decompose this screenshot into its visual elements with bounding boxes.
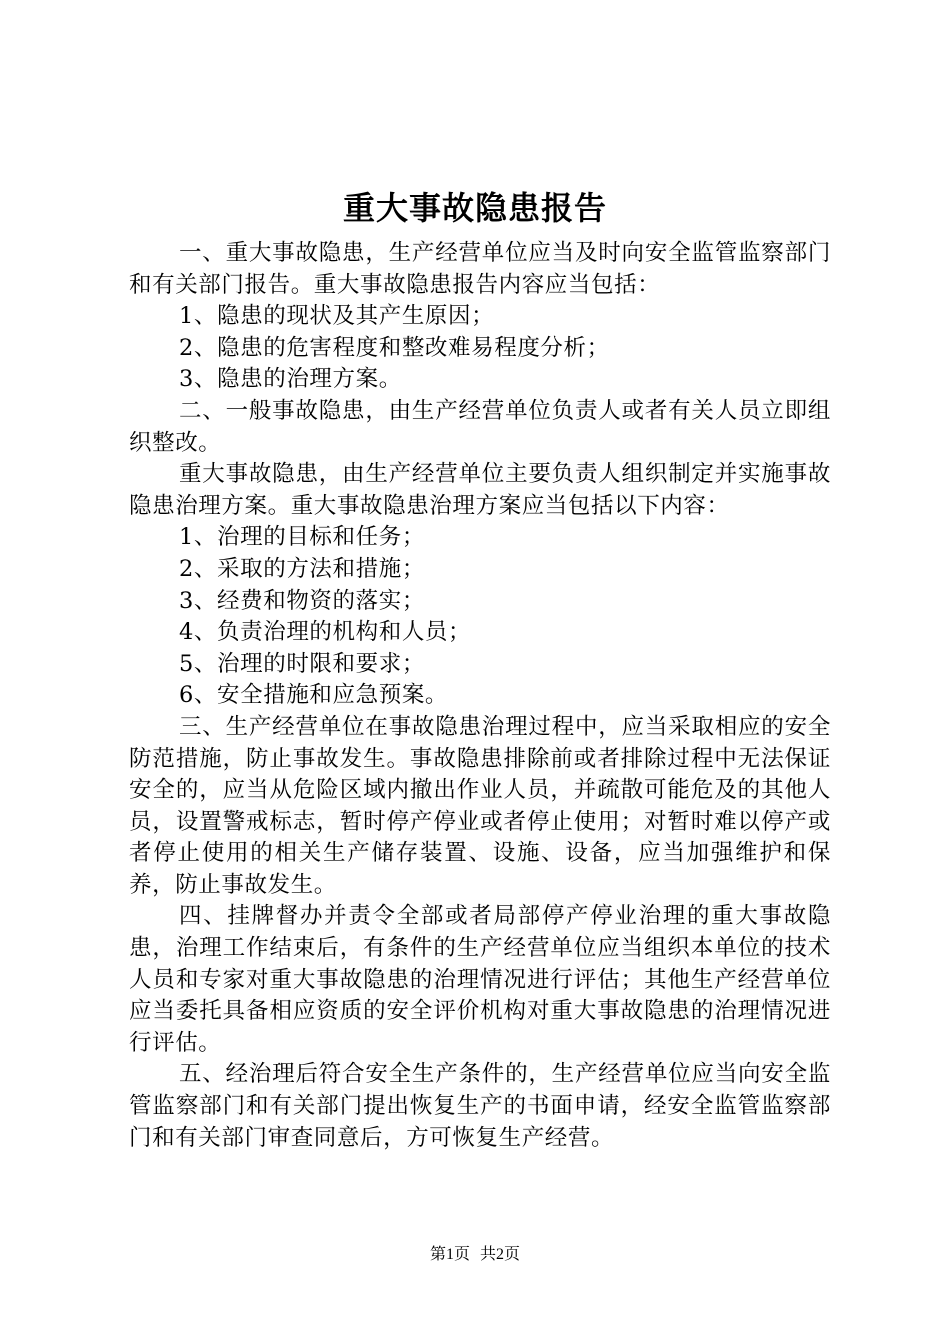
page-number-current: 第1页 — [429, 1246, 470, 1263]
paragraph-11: 5、治理的时限和要求； — [179, 650, 425, 677]
paragraph-12: 6、安全措施和应急预案。 — [179, 682, 449, 709]
page-number-total: 共2页 — [480, 1246, 521, 1263]
paragraph-14: 四、挂牌督办并责令全部或者局部停产停业治理的重大事故隐患，治理工作结束后，有条件的生产经营单位应当组织本单位的技术人员和专家对重大事故隐患的治理情况进行评估；其他生产经营单位应当委托具备相应资质的安全评价机构对重大事故隐患的治理情况进行评估。 — [129, 903, 831, 1056]
document-title: 重大事故隐患报告 — [342, 189, 607, 227]
paragraph-3: 2、隐患的危害程度和整改难易程度分析； — [179, 334, 610, 361]
paragraph-5: 二、一般事故隐患，由生产经营单位负责人或者有关人员立即组织整改。 — [129, 397, 831, 456]
paragraph-2: 1、隐患的现状及其产生原因； — [179, 303, 495, 330]
paragraph-10: 4、负责治理的机构和人员； — [179, 619, 472, 646]
paragraph-7: 1、治理的目标和任务； — [179, 524, 425, 551]
paragraph-13: 三、生产经营单位在事故隐患治理过程中，应当采取相应的安全防范措施，防止事故发生。事故隐患排除前或者排除过程中无法保证安全的，应当从危险区域内撤出作业人员，并疏散可能危及的其他人员，设置警戒标志，暂时停产停业或者停止使用；对暂时难以停产或者停止使用的相关生产储存装置、设施、设备，应当加强维护和保养，防止事故发生。 — [129, 713, 831, 898]
paragraph-6: 重大事故隐患，由生产经营单位主要负责人组织制定并实施事故隐患治理方案。重大事故隐患治理方案应当包括以下内容： — [129, 461, 831, 519]
paragraph-15: 五、经治理后符合安全生产条件的，生产经营单位应当向安全监管监察部门和有关部门提出恢复生产的书面申请，经安全监管监察部门和有关部门审查同意后，方可恢复生产经营。 — [129, 1061, 831, 1151]
document-body — [129, 238, 831, 1154]
page-footer — [0, 1244, 950, 1266]
paragraph-4: 3、隐患的治理方案。 — [179, 366, 402, 393]
paragraph-9: 3、经费和物资的落实； — [179, 587, 425, 614]
paragraph-8: 2、采取的方法和措施； — [179, 555, 425, 582]
paragraph-1: 一、重大事故隐患，生产经营单位应当及时向安全监管监察部门和有关部门报告。重大事故隐患报告内容应当包括： — [129, 240, 831, 298]
